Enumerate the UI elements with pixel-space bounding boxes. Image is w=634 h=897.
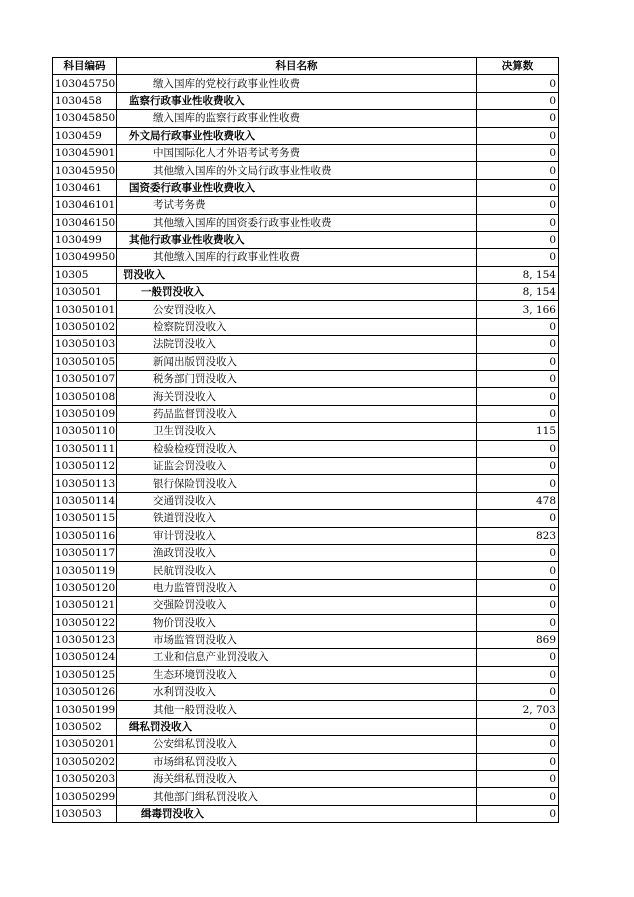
row-code: 103050114 xyxy=(53,492,117,509)
table-row xyxy=(53,492,559,509)
table-row xyxy=(53,388,559,405)
table-row xyxy=(53,805,559,822)
row-name: 卫生罚没收入 xyxy=(117,423,477,440)
row-amount: 0 xyxy=(477,179,559,196)
table-row xyxy=(53,684,559,701)
row-amount: 823 xyxy=(477,527,559,544)
row-name: 电力监管罚没收入 xyxy=(117,579,477,596)
table-row xyxy=(53,510,559,527)
row-code: 103050102 xyxy=(53,318,117,335)
row-name: 证监会罚没收入 xyxy=(117,457,477,474)
row-amount: 0 xyxy=(477,92,559,109)
row-name: 审计罚没收入 xyxy=(117,527,477,544)
row-amount: 3, 166 xyxy=(477,301,559,318)
row-code: 1030458 xyxy=(53,92,117,109)
table-row xyxy=(53,75,559,92)
table-row xyxy=(53,701,559,718)
row-code: 103050125 xyxy=(53,666,117,683)
header-name: 科目名称 xyxy=(117,58,477,75)
table-row xyxy=(53,423,559,440)
row-name: 新闻出版罚没收入 xyxy=(117,353,477,370)
row-amount: 0 xyxy=(477,736,559,753)
row-code: 103050110 xyxy=(53,423,117,440)
row-code: 103050123 xyxy=(53,631,117,648)
row-name: 交强险罚没收入 xyxy=(117,597,477,614)
table-row xyxy=(53,753,559,770)
table-row xyxy=(53,771,559,788)
row-code: 103045750 xyxy=(53,75,117,92)
table-row xyxy=(53,631,559,648)
row-name: 药品监督罚没收入 xyxy=(117,405,477,422)
row-name: 水利罚没收入 xyxy=(117,684,477,701)
table-row xyxy=(53,562,559,579)
row-amount: 0 xyxy=(477,788,559,805)
row-amount: 2, 703 xyxy=(477,701,559,718)
row-amount: 0 xyxy=(477,614,559,631)
row-amount: 0 xyxy=(477,144,559,161)
row-amount: 0 xyxy=(477,718,559,735)
row-amount: 0 xyxy=(477,197,559,214)
table-row xyxy=(53,544,559,561)
table-row xyxy=(53,197,559,214)
row-code: 103050101 xyxy=(53,301,117,318)
row-amount: 0 xyxy=(477,562,559,579)
row-code: 103050202 xyxy=(53,753,117,770)
row-name: 其他缴入国库的行政事业性收费 xyxy=(117,249,477,266)
row-amount: 115 xyxy=(477,423,559,440)
row-name: 一般罚没收入 xyxy=(117,284,477,301)
row-name: 工业和信息产业罚没收入 xyxy=(117,649,477,666)
row-code: 103050201 xyxy=(53,736,117,753)
row-name: 其他部门缉私罚没收入 xyxy=(117,788,477,805)
table-row xyxy=(53,736,559,753)
row-code: 1030459 xyxy=(53,127,117,144)
table-row xyxy=(53,405,559,422)
row-code: 103050113 xyxy=(53,475,117,492)
row-amount: 0 xyxy=(477,805,559,822)
table-row xyxy=(53,371,559,388)
row-amount: 0 xyxy=(477,336,559,353)
row-name: 缴入国库的党校行政事业性收费 xyxy=(117,75,477,92)
table-row xyxy=(53,144,559,161)
row-amount: 0 xyxy=(477,597,559,614)
table-row xyxy=(53,92,559,109)
row-amount: 0 xyxy=(477,579,559,596)
table-row xyxy=(53,336,559,353)
row-name: 考试考务费 xyxy=(117,197,477,214)
row-amount: 0 xyxy=(477,684,559,701)
row-name: 检察院罚没收入 xyxy=(117,318,477,335)
row-amount: 0 xyxy=(477,353,559,370)
row-amount: 0 xyxy=(477,510,559,527)
table-row xyxy=(53,475,559,492)
row-name: 国资委行政事业性收费收入 xyxy=(117,179,477,196)
budget-table xyxy=(52,57,559,823)
row-amount: 0 xyxy=(477,649,559,666)
row-code: 103045901 xyxy=(53,144,117,161)
row-code: 103050103 xyxy=(53,336,117,353)
row-amount: 0 xyxy=(477,753,559,770)
row-code: 103045950 xyxy=(53,162,117,179)
row-code: 103050111 xyxy=(53,440,117,457)
table-row xyxy=(53,179,559,196)
row-name: 公安罚没收入 xyxy=(117,301,477,318)
row-name: 生态环境罚没收入 xyxy=(117,666,477,683)
row-amount: 0 xyxy=(477,475,559,492)
row-amount: 869 xyxy=(477,631,559,648)
table-row xyxy=(53,457,559,474)
table-row xyxy=(53,284,559,301)
table-row xyxy=(53,440,559,457)
row-code: 103050119 xyxy=(53,562,117,579)
table-row xyxy=(53,266,559,283)
row-code: 103050116 xyxy=(53,527,117,544)
row-amount: 0 xyxy=(477,440,559,457)
table-row xyxy=(53,666,559,683)
row-code: 1030502 xyxy=(53,718,117,735)
row-name: 其他缴入国库的国资委行政事业性收费 xyxy=(117,214,477,231)
row-name: 物价罚没收入 xyxy=(117,614,477,631)
row-amount: 0 xyxy=(477,249,559,266)
row-name: 海关罚没收入 xyxy=(117,388,477,405)
table-row xyxy=(53,527,559,544)
row-name: 缴入国库的监察行政事业性收费 xyxy=(117,110,477,127)
row-amount: 0 xyxy=(477,371,559,388)
row-name: 法院罚没收入 xyxy=(117,336,477,353)
row-name: 税务部门罚没收入 xyxy=(117,371,477,388)
row-code: 103050112 xyxy=(53,457,117,474)
row-name: 民航罚没收入 xyxy=(117,562,477,579)
table-row xyxy=(53,231,559,248)
row-name: 市场监管罚没收入 xyxy=(117,631,477,648)
row-code: 103046101 xyxy=(53,197,117,214)
row-code: 103050126 xyxy=(53,684,117,701)
row-code: 103049950 xyxy=(53,249,117,266)
row-name: 缉私罚没收入 xyxy=(117,718,477,735)
table-row xyxy=(53,301,559,318)
row-code: 1030503 xyxy=(53,805,117,822)
row-amount: 0 xyxy=(477,666,559,683)
row-name: 罚没收入 xyxy=(117,266,477,283)
row-amount: 0 xyxy=(477,318,559,335)
row-amount: 0 xyxy=(477,110,559,127)
row-code: 10305 xyxy=(53,266,117,283)
row-code: 103050122 xyxy=(53,614,117,631)
table-row xyxy=(53,597,559,614)
row-code: 103050124 xyxy=(53,649,117,666)
header-amount: 决算数 xyxy=(477,58,559,75)
row-code: 1030501 xyxy=(53,284,117,301)
row-code: 1030461 xyxy=(53,179,117,196)
row-code: 103046150 xyxy=(53,214,117,231)
row-amount: 0 xyxy=(477,127,559,144)
table-row xyxy=(53,353,559,370)
row-amount: 0 xyxy=(477,162,559,179)
row-amount: 8, 154 xyxy=(477,266,559,283)
row-name: 公安缉私罚没收入 xyxy=(117,736,477,753)
row-code: 103050107 xyxy=(53,371,117,388)
table-row xyxy=(53,162,559,179)
row-code: 103050120 xyxy=(53,579,117,596)
row-amount: 0 xyxy=(477,75,559,92)
row-name: 其他缴入国库的外文局行政事业性收费 xyxy=(117,162,477,179)
row-code: 103050105 xyxy=(53,353,117,370)
table-row xyxy=(53,579,559,596)
table-row xyxy=(53,214,559,231)
row-amount: 0 xyxy=(477,231,559,248)
table-body xyxy=(53,75,559,823)
table-row xyxy=(53,788,559,805)
row-name: 其他行政事业性收费收入 xyxy=(117,231,477,248)
row-code: 103050121 xyxy=(53,597,117,614)
table-row xyxy=(53,649,559,666)
row-amount: 0 xyxy=(477,388,559,405)
row-name: 中国国际化人才外语考试考务费 xyxy=(117,144,477,161)
row-amount: 0 xyxy=(477,544,559,561)
table-header-row xyxy=(53,58,559,75)
table-row xyxy=(53,718,559,735)
row-code: 103050108 xyxy=(53,388,117,405)
row-name: 检验检疫罚没收入 xyxy=(117,440,477,457)
row-name: 外文局行政事业性收费收入 xyxy=(117,127,477,144)
row-amount: 0 xyxy=(477,214,559,231)
row-name: 监察行政事业性收费收入 xyxy=(117,92,477,109)
table-row xyxy=(53,110,559,127)
row-amount: 8, 154 xyxy=(477,284,559,301)
header-code: 科目编码 xyxy=(53,58,117,75)
row-amount: 0 xyxy=(477,405,559,422)
table-row xyxy=(53,249,559,266)
row-code: 1030499 xyxy=(53,231,117,248)
table-row xyxy=(53,318,559,335)
row-code: 103050117 xyxy=(53,544,117,561)
row-amount: 478 xyxy=(477,492,559,509)
row-code: 103050199 xyxy=(53,701,117,718)
row-name: 铁道罚没收入 xyxy=(117,510,477,527)
row-code: 103045850 xyxy=(53,110,117,127)
row-name: 市场缉私罚没收入 xyxy=(117,753,477,770)
row-name: 交通罚没收入 xyxy=(117,492,477,509)
table-row xyxy=(53,614,559,631)
row-code: 103050203 xyxy=(53,771,117,788)
row-name: 其他一般罚没收入 xyxy=(117,701,477,718)
row-amount: 0 xyxy=(477,457,559,474)
table-row xyxy=(53,127,559,144)
row-code: 103050115 xyxy=(53,510,117,527)
row-name: 银行保险罚没收入 xyxy=(117,475,477,492)
row-name: 渔政罚没收入 xyxy=(117,544,477,561)
row-code: 103050109 xyxy=(53,405,117,422)
row-name: 海关缉私罚没收入 xyxy=(117,771,477,788)
row-code: 103050299 xyxy=(53,788,117,805)
budget-table-page xyxy=(52,57,558,823)
row-name: 缉毒罚没收入 xyxy=(117,805,477,822)
row-amount: 0 xyxy=(477,771,559,788)
